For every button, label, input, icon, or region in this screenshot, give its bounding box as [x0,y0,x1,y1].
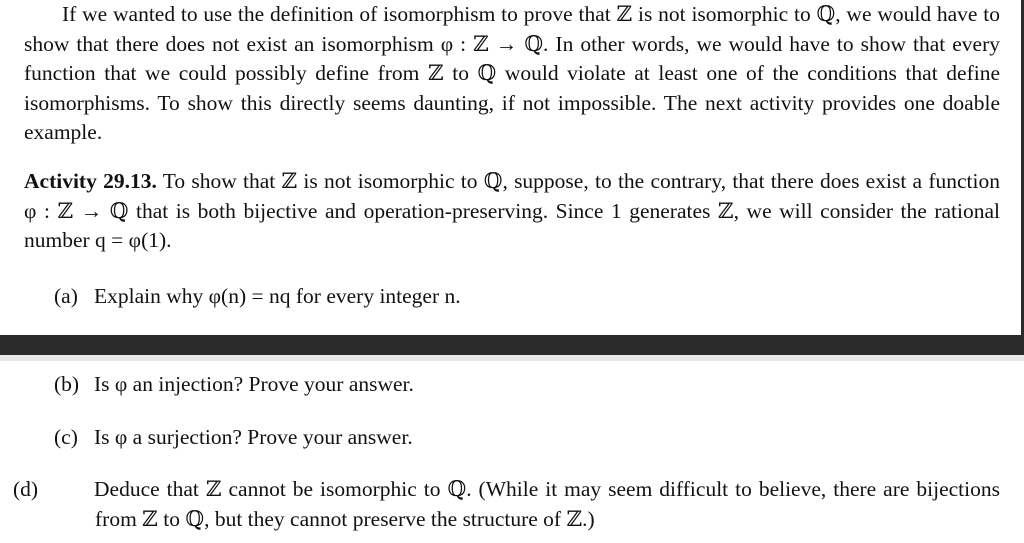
activity-part-c [54,423,1000,453]
activity-part-d [13,475,1000,534]
activity-label: Activity 29.13. [24,169,157,193]
part-a-text: Explain why φ(n) = nq for every integer n. [94,284,461,308]
part-c-tag: (c) [54,425,78,449]
part-c-text: Is φ a surjection? Prove your answer. [94,425,413,449]
page-break-bar [0,335,1024,355]
part-d-tag: (d) [13,477,39,501]
intro-text: If we wanted to use the definition of isomorphism to prove that ℤ is not isomorphic to ℚ, we would have to show that there does not exist an isomorphism φ : ℤ → ℚ. In other words, we would have to show that every function that we could possibly define from ℤ to ℚ would violate at least one of the conditions that define isomorphisms. To show this directly seems daunting, if not impossible. The next activity provides one doable example. [24,2,1000,144]
activity-text: To show that ℤ is not isomorphic to ℚ, suppose, to the contrary, that there does exist a function φ : ℤ → ℚ that is both bijective and operation-preserving. Since 1 generates ℤ, we will consider the rational number q = φ(1). [24,169,1000,252]
part-b-tag: (b) [54,372,80,396]
activity-part-a [54,282,1000,312]
activity-paragraph [24,167,1000,256]
activity-part-b [54,370,1000,400]
part-a-tag: (a) [54,284,78,308]
intro-paragraph [24,0,1000,148]
part-d-text: Deduce that ℤ cannot be isomorphic to ℚ. (While it may seem difficult to believe, there are bijections from ℤ to ℚ, but they cannot preserve the structure of ℤ.) [94,477,1000,531]
part-b-text: Is φ an injection? Prove your answer. [94,372,414,396]
page-break-shadow [0,355,1024,361]
